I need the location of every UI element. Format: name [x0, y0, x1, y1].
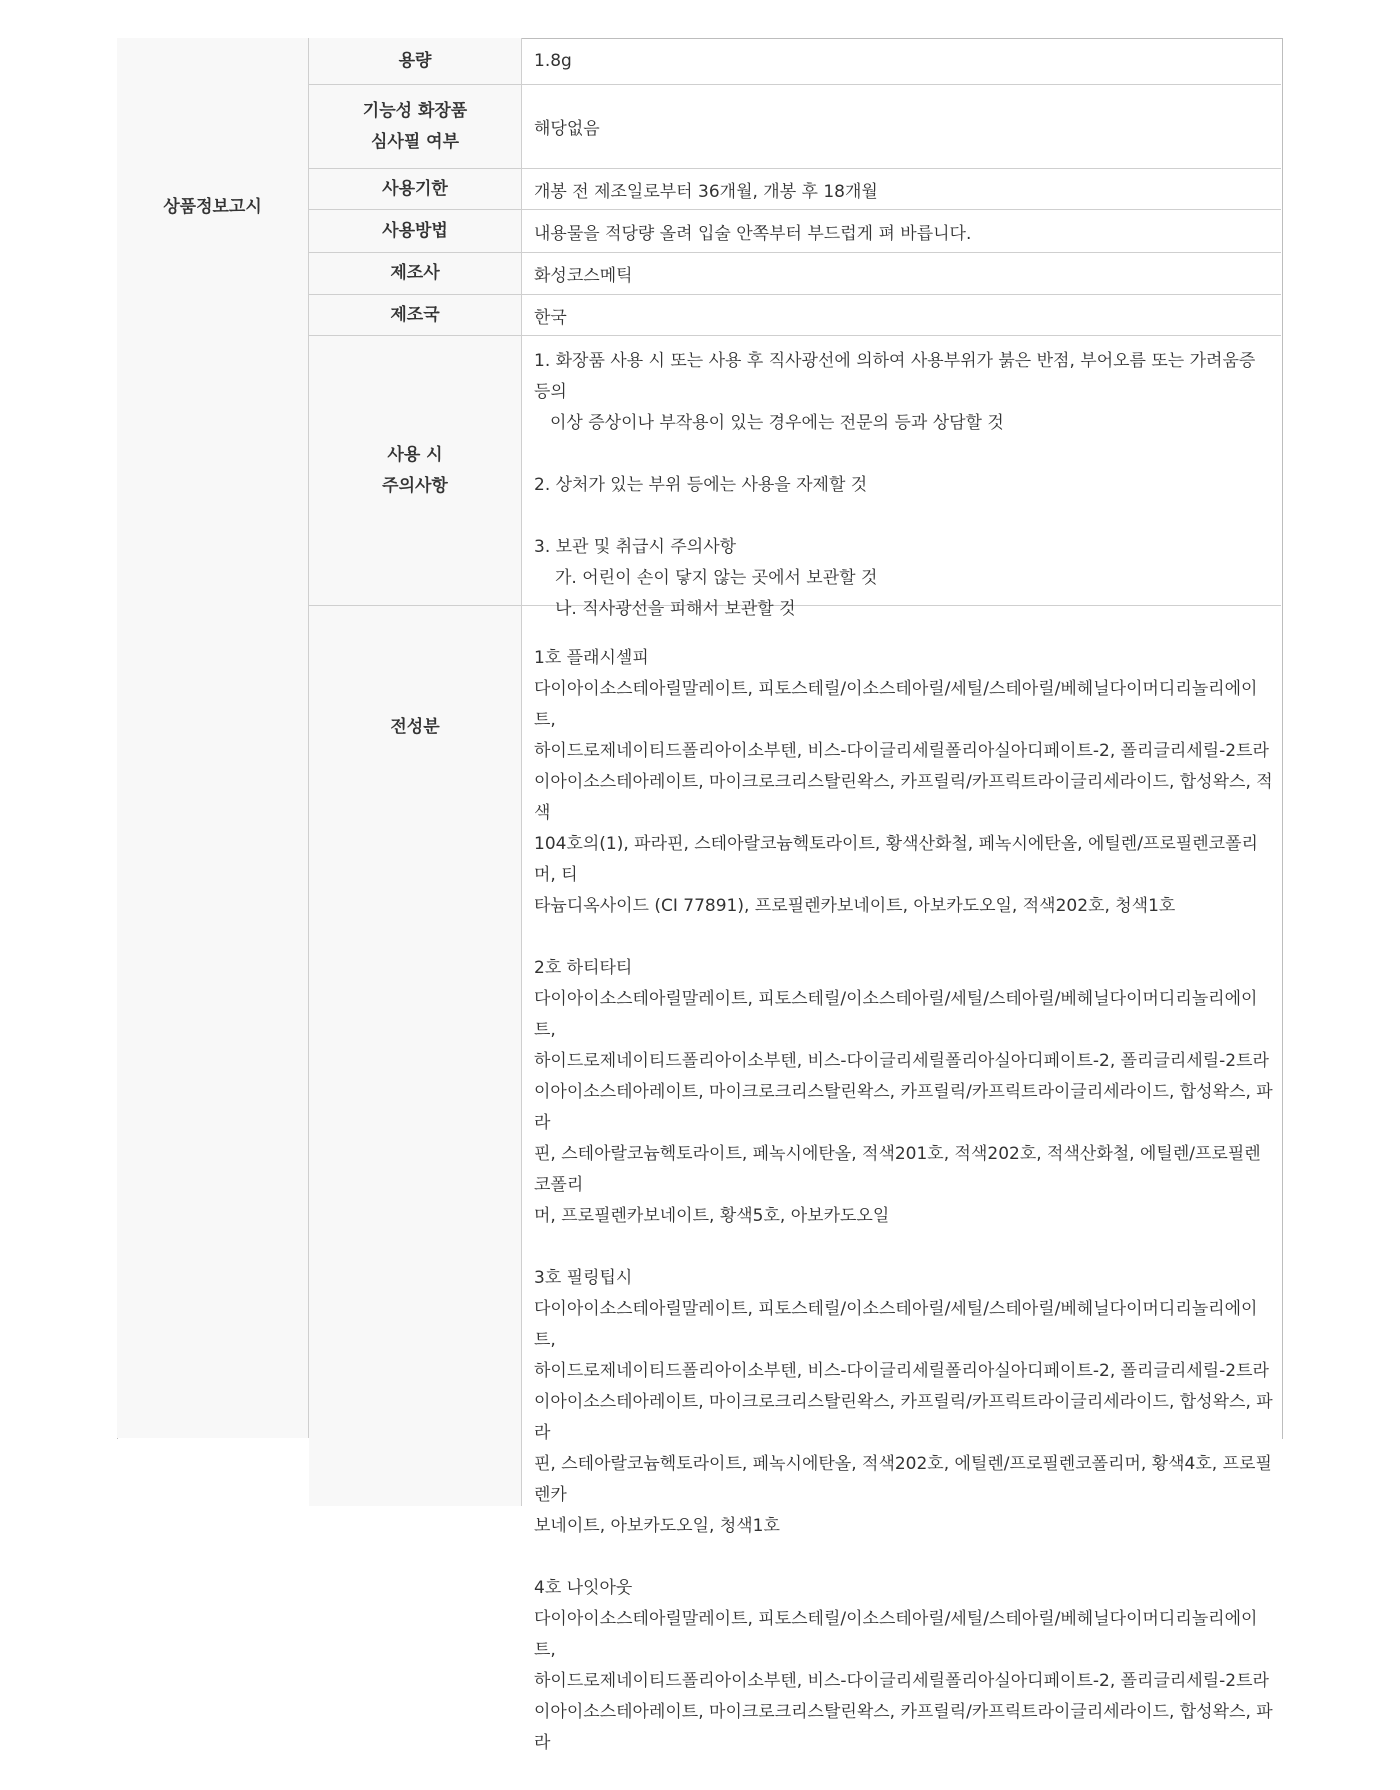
caution-item-3a: 가. 어린이 손이 닿지 않는 곳에서 보관할 것 [555, 568, 878, 588]
ingredient-line: 핀, 스테아랄코늄헥토라이트, 페녹시에탄올, 적색202호, 에틸렌/프로필렌코폴리머, 황색4호, 프로필렌카 [534, 1454, 1272, 1505]
row-value-volume: 1.8g [534, 51, 572, 71]
table-row-usage [309, 210, 1281, 253]
product-info-table [117, 38, 1283, 1753]
caution-item-1: 1. 화장품 사용 시 또는 사용 후 직사광선에 의하여 사용부위가 붉은 반점, 부어오름 또는 가려움증 등의 [534, 351, 1256, 402]
ingredient-block-shade-4 [534, 1573, 1273, 1759]
row-label-expiry: 사용기한 [309, 169, 522, 209]
caution-item-3: 3. 보관 및 취급시 주의사항 [534, 537, 737, 557]
ingredient-block-shade-1 [534, 643, 1273, 922]
table-row-manufacturer [309, 253, 1281, 295]
ingredient-line: 이아이소스테아레이트, 마이크로크리스탈린왁스, 카프릴릭/카프릭트라이글리세라이드, 합성왁스, 파라 [534, 1702, 1273, 1753]
row-value-country: 한국 [534, 307, 567, 328]
row-label-caution-line1: 사용 시 [387, 444, 443, 465]
row-value-manufacturer: 화성코스메틱 [534, 266, 633, 286]
ingredient-line: 이아이소스테아레이트, 마이크로크리스탈린왁스, 카프릴릭/카프릭트라이글리세라이드, 합성왁스, 파라 [534, 1392, 1273, 1443]
row-label-functional-line2: 심사필 여부 [370, 131, 459, 152]
shade-name: 1호 플래시셀피 [534, 648, 649, 668]
ingredient-line: 핀, 스테아랄코늄헥토라이트, 페녹시에탄올, 적색201호, 적색202호, 적색산화철, 에틸렌/프로필렌코폴리 [534, 1144, 1261, 1195]
shade-name: 2호 하티타티 [534, 958, 633, 978]
table-row-country [309, 295, 1281, 336]
ingredient-line: 104호의(1), 파라핀, 스테아랄코늄헥토라이트, 황색산화철, 페녹시에탄올, 에틸렌/프로필렌코폴리머, 티 [534, 834, 1258, 885]
ingredient-block-shade-3 [534, 1263, 1273, 1542]
row-label-ingredients: 전성분 [309, 606, 522, 1506]
ingredient-line: 보네이트, 아보카도오일, 청색1호 [534, 1516, 780, 1536]
row-label-manufacturer: 제조사 [309, 253, 522, 294]
shade-name: 3호 필링팁시 [534, 1268, 633, 1288]
shade-name: 4호 나잇아웃 [534, 1578, 633, 1598]
caution-item-1-cont: 이상 증상이나 부작용이 있는 경우에는 전문의 등과 상담할 것 [550, 413, 1004, 433]
table-row-functional [309, 85, 1281, 169]
row-label-caution [309, 336, 522, 605]
row-label-functional [309, 85, 522, 168]
row-label-country: 제조국 [309, 295, 522, 335]
row-value-ingredients [522, 606, 1281, 1753]
ingredient-line: 하이드로제네이티드폴리아이소부텐, 비스-다이글리세릴폴리아실아디페이트-2, 폴리글리세릴-2트라 [534, 1361, 1269, 1381]
ingredient-line: 타늄디옥사이드 (CI 77891), 프로필렌카보네이트, 아보카도오일, 적색202호, 청색1호 [534, 896, 1176, 916]
ingredient-line: 하이드로제네이티드폴리아이소부텐, 비스-다이글리세릴폴리아실아디페이트-2, 폴리글리세릴-2트라 [534, 1671, 1269, 1691]
row-value-usage: 내용물을 적당량 올려 입술 안쪽부터 부드럽게 펴 바릅니다. [534, 223, 972, 244]
row-value-functional: 해당없음 [534, 119, 600, 139]
ingredient-line: 다이아이소스테아릴말레이트, 피토스테릴/이소스테아릴/세틸/스테아릴/베헤닐다이머디리놀리에이트, [534, 679, 1258, 730]
table-row-caution [309, 336, 1281, 619]
ingredient-line: 하이드로제네이티드폴리아이소부텐, 비스-다이글리세릴폴리아실아디페이트-2, 폴리글리세릴-2트라 [534, 1051, 1269, 1071]
ingredient-line: 머, 프로필렌카보네이트, 황색5호, 아보카도오일 [534, 1206, 890, 1226]
caution-item-3b: 나. 직사광선을 피해서 보관할 것 [555, 599, 796, 619]
ingredient-line: 하이드로제네이티드폴리아이소부텐, 비스-다이글리세릴폴리아실아디페이트-2, 폴리글리세릴-2트라 [534, 741, 1269, 761]
ingredient-line: 다이아이소스테아릴말레이트, 피토스테릴/이소스테아릴/세틸/스테아릴/베헤닐다이머디리놀리에이트, [534, 1299, 1258, 1350]
row-label-caution-line2: 주의사항 [382, 475, 448, 496]
table-row-volume [309, 38, 1281, 85]
ingredient-line: 이아이소스테아레이트, 마이크로크리스탈린왁스, 카프릴릭/카프릭트라이글리세라이드, 합성왁스, 파라 [534, 1082, 1273, 1133]
ingredient-line: 다이아이소스테아릴말레이트, 피토스테릴/이소스테아릴/세틸/스테아릴/베헤닐다이머디리놀리에이트, [534, 1609, 1258, 1660]
caution-list [534, 346, 1271, 625]
row-label-functional-line1: 기능성 화장품 [362, 100, 468, 121]
ingredient-block-shade-2 [534, 953, 1273, 1232]
row-value-caution [522, 336, 1281, 619]
ingredient-line: 다이아이소스테아릴말레이트, 피토스테릴/이소스테아릴/세틸/스테아릴/베헤닐다이머디리놀리에이트, [534, 989, 1258, 1040]
row-label-volume: 용량 [309, 38, 522, 84]
table-row-expiry [309, 169, 1281, 210]
section-label: 상품정보고시 [163, 196, 262, 217]
caution-item-2: 2. 상처가 있는 부위 등에는 사용을 자제할 것 [534, 475, 868, 495]
row-value-expiry: 개봉 전 제조일로부터 36개월, 개봉 후 18개월 [534, 181, 878, 202]
ingredients-list [534, 643, 1273, 1790]
ingredient-line: 이아이소스테아레이트, 마이크로크리스탈린왁스, 카프릴릭/카프릭트라이글리세라이드, 합성왁스, 적색 [534, 772, 1273, 823]
table-row-ingredients [309, 606, 1281, 1753]
row-label-usage: 사용방법 [309, 210, 522, 252]
